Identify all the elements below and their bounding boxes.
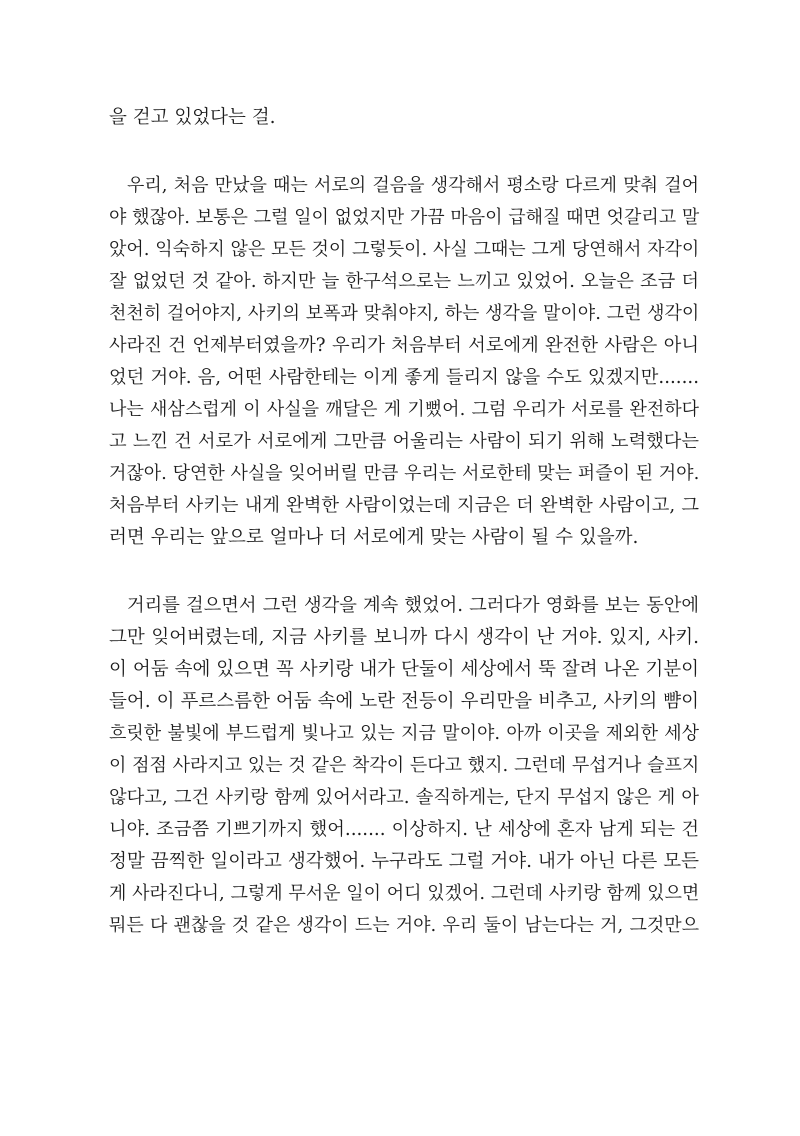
- text-line: 이 어둠 속에 있으면 꼭 사키랑 내가 단둘이 세상에서 뚝 잘려 나온 기분이: [109, 659, 699, 680]
- text-line: 처음부터 사키는 내게 완벽한 사람이었는데 지금은 더 완벽한 사람이고, 그: [109, 495, 699, 516]
- text-line: 않다고, 그건 사키랑 함께 있어서라고. 솔직하게는, 단지 무섭지 않은 게 아: [109, 787, 699, 808]
- text-line: 야 했잖아. 보통은 그럴 일이 없었지만 가끔 마음이 급해질 때면 엇갈리고 말: [109, 207, 700, 228]
- text-line: 나는 새삼스럽게 이 사실을 깨달은 게 기뻤어. 그럼 우리가 서로를 완전하다: [109, 399, 699, 420]
- text-line: 게 사라진다니, 그렇게 무서운 일이 어디 있겠어. 그런데 사키랑 함께 있으면: [109, 883, 700, 904]
- text-line: 거잖아. 당연한 사실을 잊어버릴 만큼 우리는 서로한테 맞는 퍼즐이 된 거야.: [109, 463, 700, 484]
- text-line: 러면 우리는 앞으로 얼마나 더 서로에게 맞는 사람이 될 수 있을까.: [109, 527, 639, 548]
- text-line: 들어. 이 푸르스름한 어둠 속에 노란 전등이 우리만을 비추고, 사키의 뺨이: [109, 691, 699, 712]
- text-line: 사라진 건 언제부터였을까? 우리가 처음부터 서로에게 완전한 사람은 아니: [109, 335, 699, 356]
- text-line: 니야. 조금쯤 기쁘기까지 했어....... 이상하지. 난 세상에 혼자 남게 되는 건: [109, 819, 699, 840]
- text-line: 그만 잊어버렸는데, 지금 사키를 보니까 다시 생각이 난 거야. 있지, 사키.: [109, 627, 699, 648]
- text-line: 잘 없었던 것 같아. 하지만 늘 한구석으로는 느끼고 있었어. 오늘은 조금 더: [109, 271, 699, 292]
- text-line: 았어. 익숙하지 않은 모든 것이 그렇듯이. 사실 그때는 그게 당연해서 자각이: [109, 239, 700, 260]
- text-line: 흐릿한 불빛에 부드럽게 빛나고 있는 지금 말이야. 아까 이곳을 제외한 세상: [109, 723, 699, 744]
- text-line: 었던 거야. 음, 어떤 사람한테는 이게 좋게 들리지 않을 수도 있겠지만.......: [109, 367, 699, 388]
- text-line: 고 느낀 건 서로가 서로에게 그만큼 어울리는 사람이 되기 위해 노력했다는: [109, 431, 699, 452]
- text-line: 뭐든 다 괜찮을 것 같은 생각이 드는 거야. 우리 둘이 남는다는 거, 그것만으: [109, 915, 699, 936]
- paragraph-first-line: 우리, 처음 만났을 때는 서로의 걸음을 생각해서 평소랑 다르게 맞춰 걸어: [127, 175, 699, 196]
- text-line: 을 걷고 있었다는 걸.: [109, 107, 276, 128]
- text-line: 이 점점 사라지고 있는 것 같은 착각이 든다고 했지. 그런데 무섭거나 슬프지: [109, 755, 700, 776]
- text-line: 천천히 걸어야지, 사키의 보폭과 맞춰야지, 하는 생각을 말이야. 그런 생각이: [109, 303, 700, 324]
- text-line: 정말 끔찍한 일이라고 생각했어. 누구라도 그럴 거야. 내가 아닌 다른 모든: [109, 851, 699, 872]
- paragraph-first-line: 거리를 걸으면서 그런 생각을 계속 했었어. 그러다가 영화를 보는 동안에: [127, 595, 699, 616]
